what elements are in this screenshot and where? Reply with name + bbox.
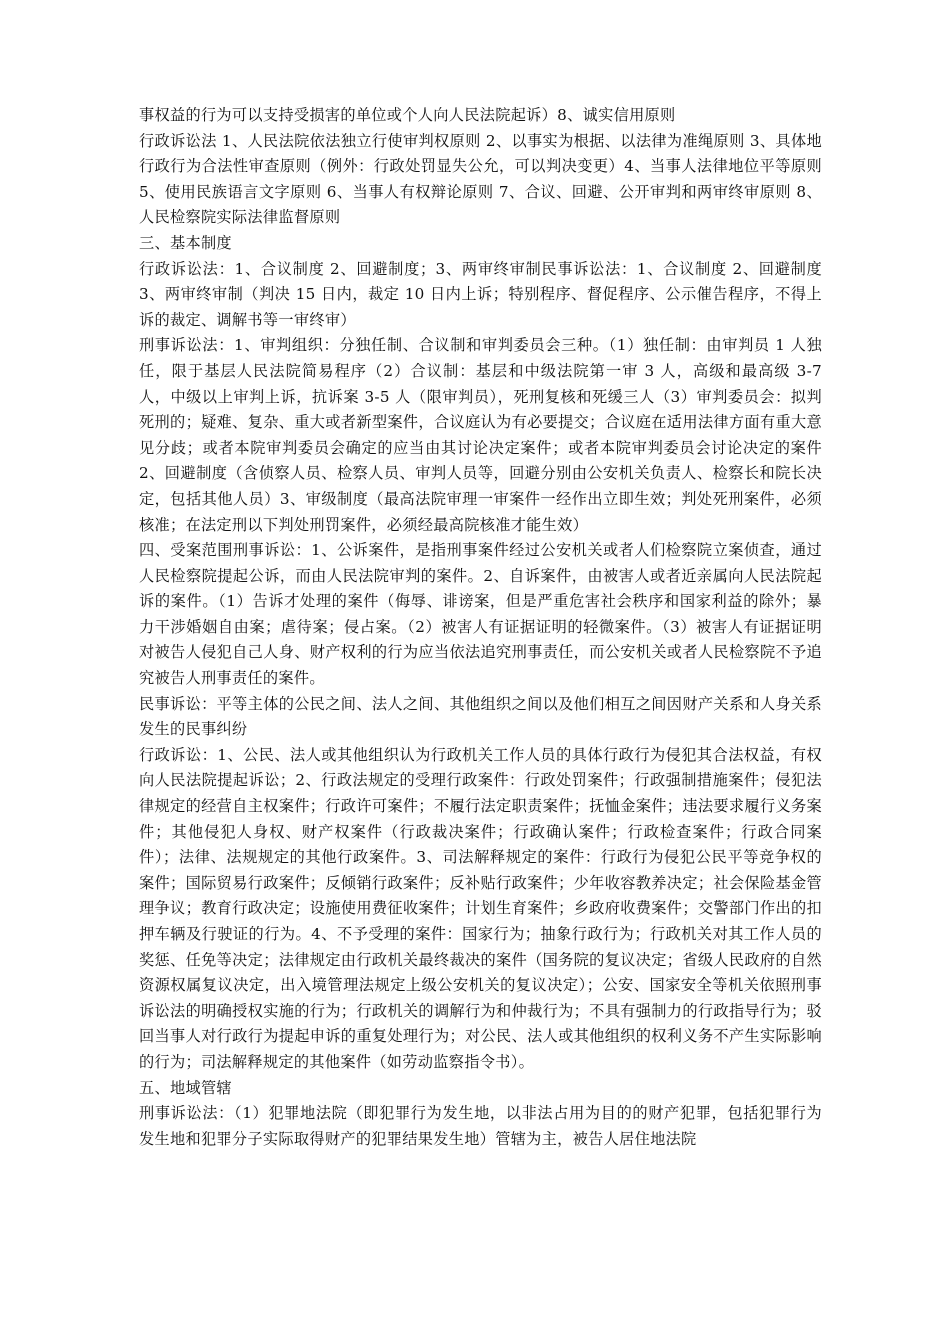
document-body (139, 103, 822, 1152)
paragraph-case-scope-administrative: 行政诉讼：1、公民、法人或其他组织认为行政机关工作人员的具体行政行为侵犯其合法权益，有权向人民法院提起诉讼；2、行政法规定的受理行政案件：行政处罚案件；行政强制措施案件；侵犯法律规定的经营自主权案件；行政许可案件；不履行法定职责案件；抚恤金案件；违法要求履行义务案件；其他侵犯人身权、财产权案件（行政裁决案件；行政确认案件；行政检查案件；行政合同案件）；法律、法规规定的其他行政案件。3、司法解释规定的案件：行政行为侵犯公民平等竞争权的案件；国际贸易行政案件；反倾销行政案件；反补贴行政案件；少年收容教养决定；社会保险基金管理争议；教育行政决定；设施使用费征收案件；计划生育案件；乡政府收费案件；交警部门作出的扣押车辆及行驶证的行为。4、不予受理的案件：国家行为；抽象行政行为；行政机关对其工作人员的奖惩、任免等决定；法律规定由行政机关最终裁决的案件（国务院的复议决定；省级人民政府的自然资源权属复议决定，出入境管理法规定上级公安机关的复议决定）；公安、国家安全等机关依照刑事诉讼法的明确授权实施的行为；行政机关的调解行为和仲裁行为；不具有强制力的行政指导行为；驳回当事人对行政行为提起申诉的重复处理行为；对公民、法人或其他组织的权利义务不产生实际影响的行为；司法解释规定的其他案件（如劳动监察指令书）。 (139, 745, 822, 1071)
heading-territorial-jurisdiction: 五、地域管辖 (139, 1078, 232, 1097)
paragraph-case-scope-criminal: 四、受案范围刑事诉讼：1、公诉案件，是指刑事案件经过公安机关或者人们检察院立案侦查，通过人民检察院提起公诉，而由人民法院审判的案件。2、自诉案件，由被害人或者近亲属向人民法院起诉的案件。（1）告诉才处理的案件（侮辱、诽谤案，但是严重危害社会秩序和国家利益的除外；暴力干涉婚姻自由案；虐待案；侵占案。（2）被害人有证据证明的轻微案件。（3）被害人有证据证明对被告人侵犯自己人身、财产权利的行为应当依法追究刑事责任，而公安机关或者人民检察院不予追究被告人刑事责任的案件。 (139, 541, 822, 688)
paragraph-principle-continuation: 事权益的行为可以支持受损害的单位或个人向人民法院起诉）8、诚实信用原则 (139, 106, 676, 124)
heading-basic-systems: 三、基本制度 (139, 233, 232, 252)
paragraph-criminal-jurisdiction: 刑事诉讼法：（1）犯罪地法院（即犯罪行为发生地，以非法占用为目的的财产犯罪，包括犯罪行为发生地和犯罪分子实际取得财产的犯罪结果发生地）管辖为主，被告人居住地法院 (139, 1104, 822, 1148)
paragraph-case-scope-civil: 民事诉讼：平等主体的公民之间、法人之间、其他组织之间以及他们相互之间因财产关系和人身关系发生的民事纠纷 (139, 694, 822, 739)
paragraph-administrative-systems: 行政诉讼法：1、合议制度 2、回避制度；3、两审终审制民事诉讼法：1、合议制度 2、回避制度 3、两审终审制（判决 15 日内，裁定 10 日内上诉；特别程序、督促程序、公示催告程序，不得上诉的裁定、调解书等一审终审） (139, 259, 822, 329)
paragraph-administrative-principles: 行政诉讼法 1、人民法院依法独立行使审判权原则 2、以事实为根据、以法律为准绳原则 3、具体地行政行为合法性审查原则（例外：行政处罚显失公允，可以判决变更）4、当事人法律地位平等原则 5、使用民族语言文字原则 6、当事人有权辩论原则 7、合议、回避、公开审判和两审终审原则 8、人民检察院实际法律监督原则 (139, 131, 822, 227)
paragraph-criminal-systems: 刑事诉讼法：1、审判组织：分独任制、合议制和审判委员会三种。（1）独任制：由审判员 1 人独任，限于基层人民法院简易程序（2）合议制：基层和中级法院第一审 3 人，高级和最高级 3-7 人，中级以上审判上诉，抗诉案 3-5 人（限审判员），死刑复核和死缓三人（3）审判委员会：拟判死刑的；疑难、复杂、重大或者新型案件，合议庭认为有必要提交；合议庭在适用法律方面有重大意见分歧；或者本院审判委员会确定的应当由其讨论决定案件；或者本院审判委员会讨论决定的案件 2、回避制度（含侦察人员、检察人员、审判人员等，回避分别由公安机关负责人、检察长和院长决定，包括其他人员）3、审级制度（最高法院审理一审案件一经作出立即生效；判处死刑案件，必须核准；在法定刑以下判处刑罚案件，必须经最高院核准才能生效） (139, 336, 822, 534)
